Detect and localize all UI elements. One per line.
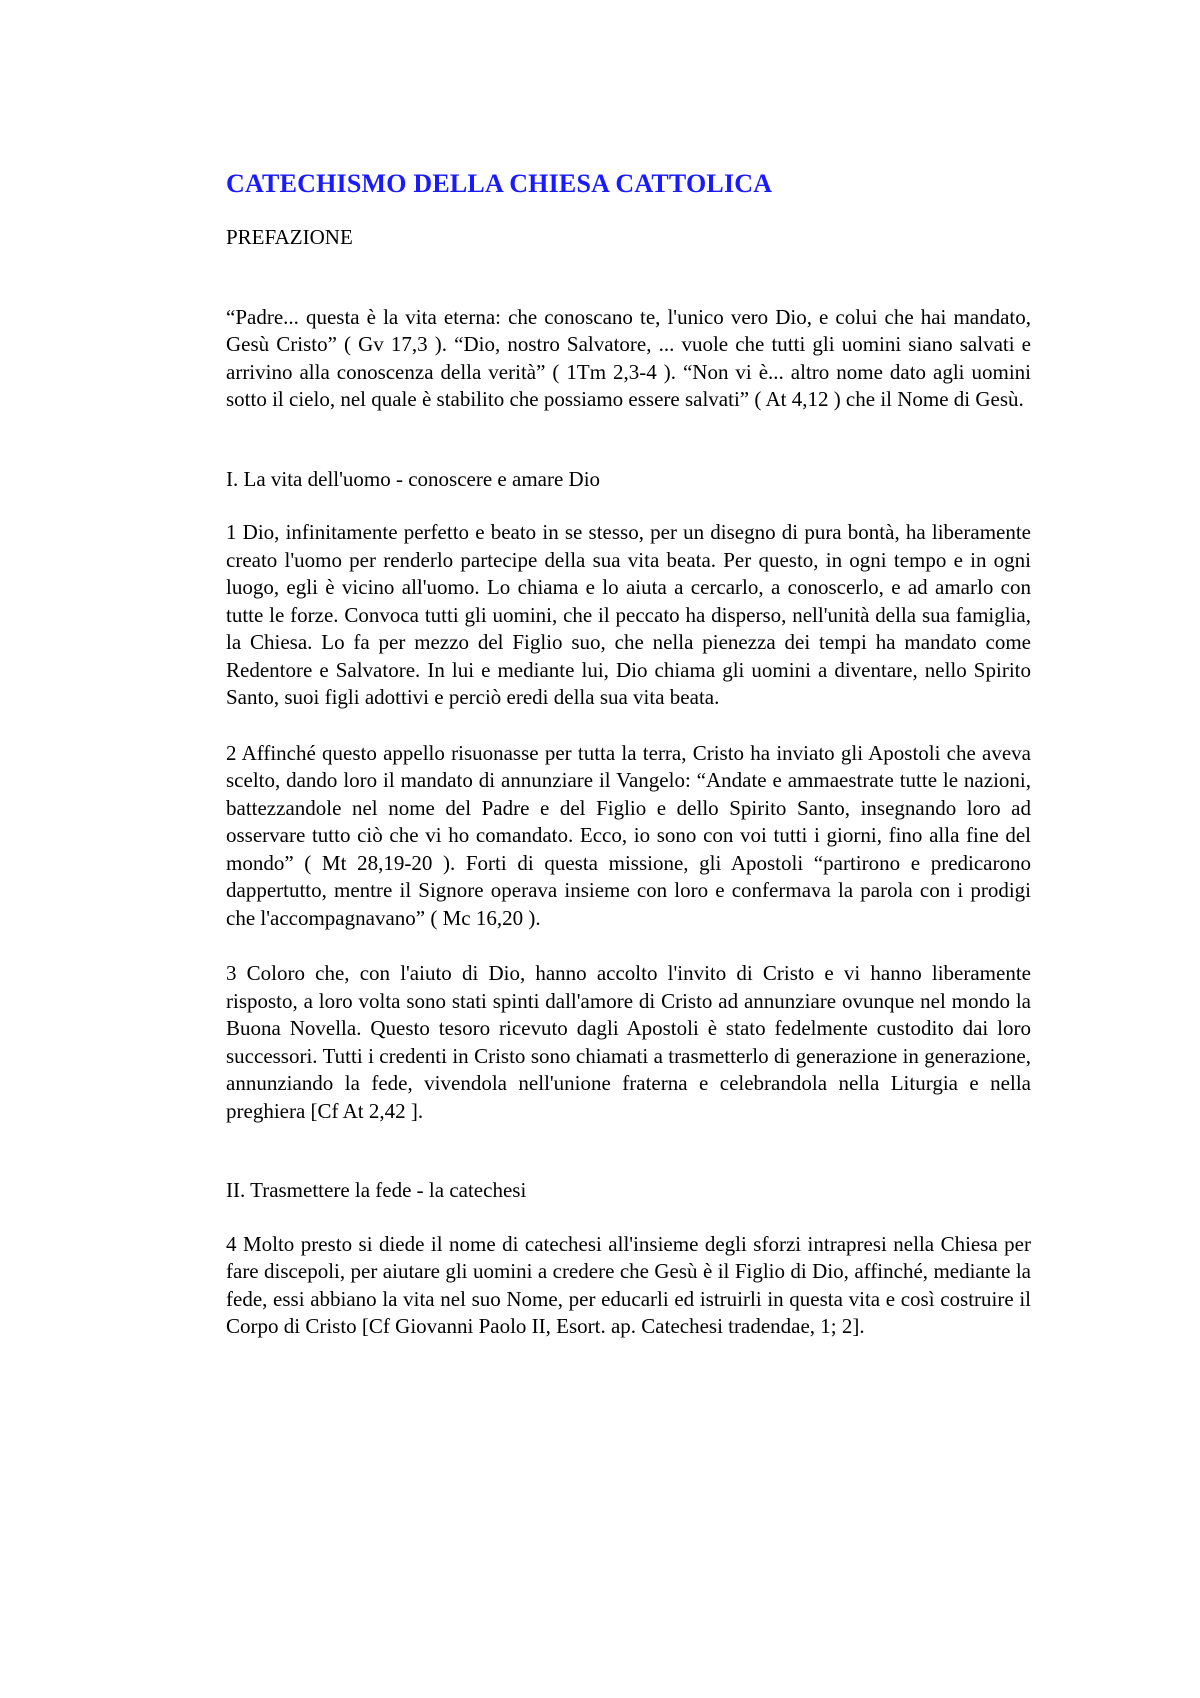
document-page <box>226 168 1031 1369</box>
section-heading-1: I. La vita dell'uomo - conoscere e amare Dio <box>226 466 601 491</box>
section-heading-2: II. Trasmettere la fede - la catechesi <box>226 1178 527 1202</box>
document-title: CATECHISMO DELLA CHIESA CATTOLICA <box>226 169 773 198</box>
paragraph-1: 1 Dio, infinitamente perfetto e beato in se stesso, per un disegno di pura bontà, ha liberamente creato l'uomo per renderlo partecipe della sua vita beata. Per questo, in ogni tempo e in ogni luogo, egli è vicino all'uomo. Lo chiama e lo aiuta a cercarlo, a conoscerlo, e ad amarlo con tutte le forze. Convoca tutti gli uomini, che il peccato ha disperso, nell'unità della sua famiglia, la Chiesa. Lo fa per mezzo del Figlio suo, che nella pienezza dei tempi ha mandato come Redentore e Salvatore. In lui e mediante lui, Dio chiama gli uomini a diventare, nello Spirito Santo, suoi figli adottivi e perciò eredi della sua vita beata. <box>226 520 1031 709</box>
preface-heading: PREFAZIONE <box>226 225 353 249</box>
intro-paragraph: “Padre... questa è la vita eterna: che conoscano te, l'unico vero Dio, e colui che hai mandato, Gesù Cristo” ( Gv 17,3 ). “Dio, nostro Salvatore, ... vuole che tutti gli uomini siano salvati e arrivino alla conoscenza della verità” ( 1Tm 2,3-4 ). “Non vi è... altro nome dato agli uomini sotto il cielo, nel quale è stabilito che possiamo essere salvati” ( At 4,12 ) che il Nome di Gesù. <box>226 304 1031 411</box>
paragraph-3: 3 Coloro che, con l'aiuto di Dio, hanno accolto l'invito di Cristo e vi hanno liberamente risposto, a loro volta sono stati spinti dall'amore di Cristo ad annunziare ovunque nel mondo la Buona Novella. Questo tesoro ricevuto dagli Apostoli è stato fedelmente custodito dai loro successori. Tutti i credenti in Cristo sono chiamati a trasmetterlo di generazione in generazione, annunziando la fede, vivendola nell'unione fraterna e celebrandola nella Liturgia e nella preghiera [Cf At 2,42 ]. <box>226 961 1031 1123</box>
paragraph-4: 4 Molto presto si diede il nome di catechesi all'insieme degli sforzi intrapresi nella Chiesa per fare discepoli, per aiutare gli uomini a credere che Gesù è il Figlio di Dio, affinché, mediante la fede, essi abbiano la vita nel suo Nome, per educarli ed istruirli in questa vita e così costruire il Corpo di Cristo [Cf Giovanni Paolo II, Esort. ap. Catechesi tradendae, 1; 2]. <box>226 1231 1031 1338</box>
paragraph-2: 2 Affinché questo appello risuonasse per tutta la terra, Cristo ha inviato gli Apostoli che aveva scelto, dando loro il mandato di annunziare il Vangelo: “Andate e ammaestrate tutte le nazioni, battezzandole nel nome del Padre e del Figlio e dello Spirito Santo, insegnando loro ad osservare tutto ciò che vi ho comandato. Ecco, io sono con voi tutti i giorni, fino alla fine del mondo” ( Mt 28,19-20 ). Forti di questa missione, gli Apostoli “partirono e predicarono dappertutto, mentre il Signore operava insieme con loro e confermava la parola con i prodigi che l'accompagnavano” ( Mc 16,20 ). <box>226 740 1031 930</box>
